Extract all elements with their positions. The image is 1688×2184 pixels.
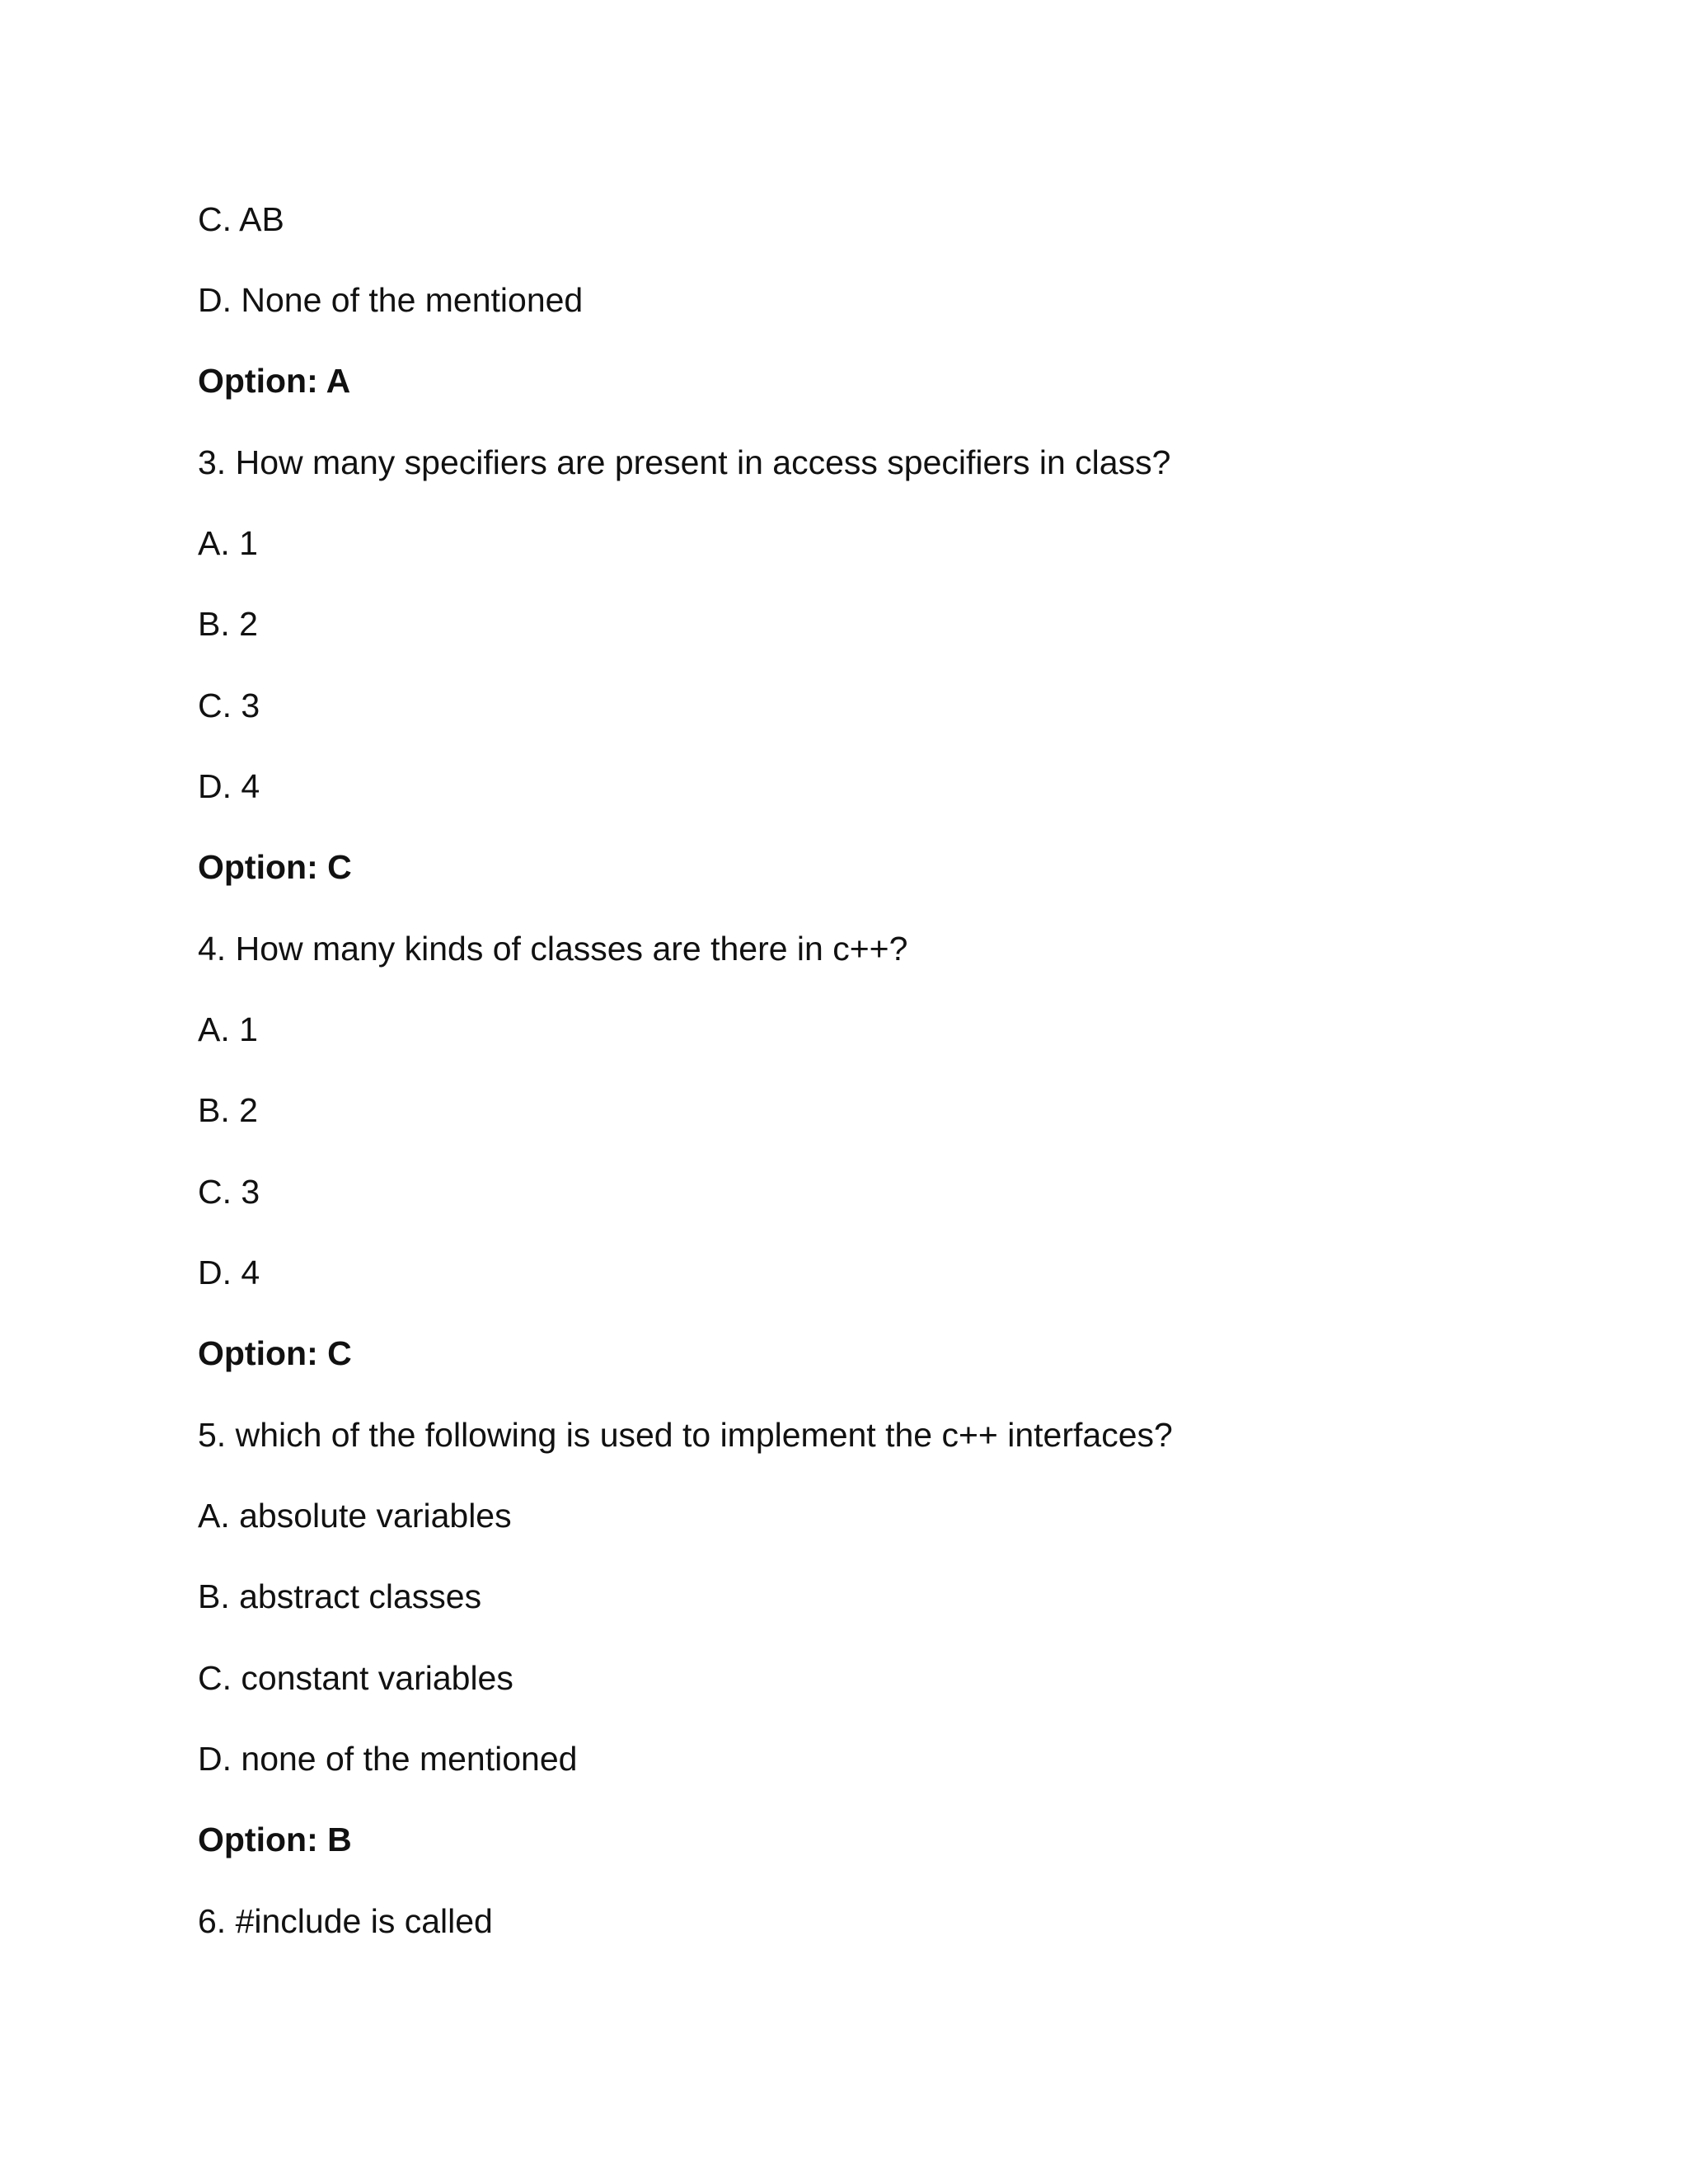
option-d-line: D. none of the mentioned xyxy=(198,1740,578,1778)
option-c-line: C. AB xyxy=(198,200,284,238)
question-3-line: 3. How many specifiers are present in access specifiers in class? xyxy=(198,443,1171,481)
option-d-line: D. 4 xyxy=(198,767,260,805)
option-a-line: A. 1 xyxy=(198,1010,258,1048)
option-c-line: C. 3 xyxy=(198,687,260,724)
option-b-line: B. 2 xyxy=(198,1091,258,1129)
answer-line: Option: C xyxy=(198,1334,352,1372)
option-b-line: B. abstract classes xyxy=(198,1577,482,1615)
option-d-line: D. None of the mentioned xyxy=(198,281,584,319)
question-4-line: 4. How many kinds of classes are there in c++? xyxy=(198,930,908,968)
option-c-line: C. 3 xyxy=(198,1173,260,1211)
answer-line: Option: A xyxy=(198,362,351,400)
option-b-line: B. 2 xyxy=(198,605,258,643)
option-a-line: A. 1 xyxy=(198,524,258,562)
option-d-line: D. 4 xyxy=(198,1254,260,1291)
question-5-line: 5. which of the following is used to implement the c++ interfaces? xyxy=(198,1416,1173,1454)
question-6-line: 6. #include is called xyxy=(198,1902,493,1940)
option-a-line: A. absolute variables xyxy=(198,1497,512,1535)
option-c-line: C. constant variables xyxy=(198,1659,513,1697)
answer-line: Option: B xyxy=(198,1821,352,1858)
answer-line: Option: C xyxy=(198,848,352,886)
